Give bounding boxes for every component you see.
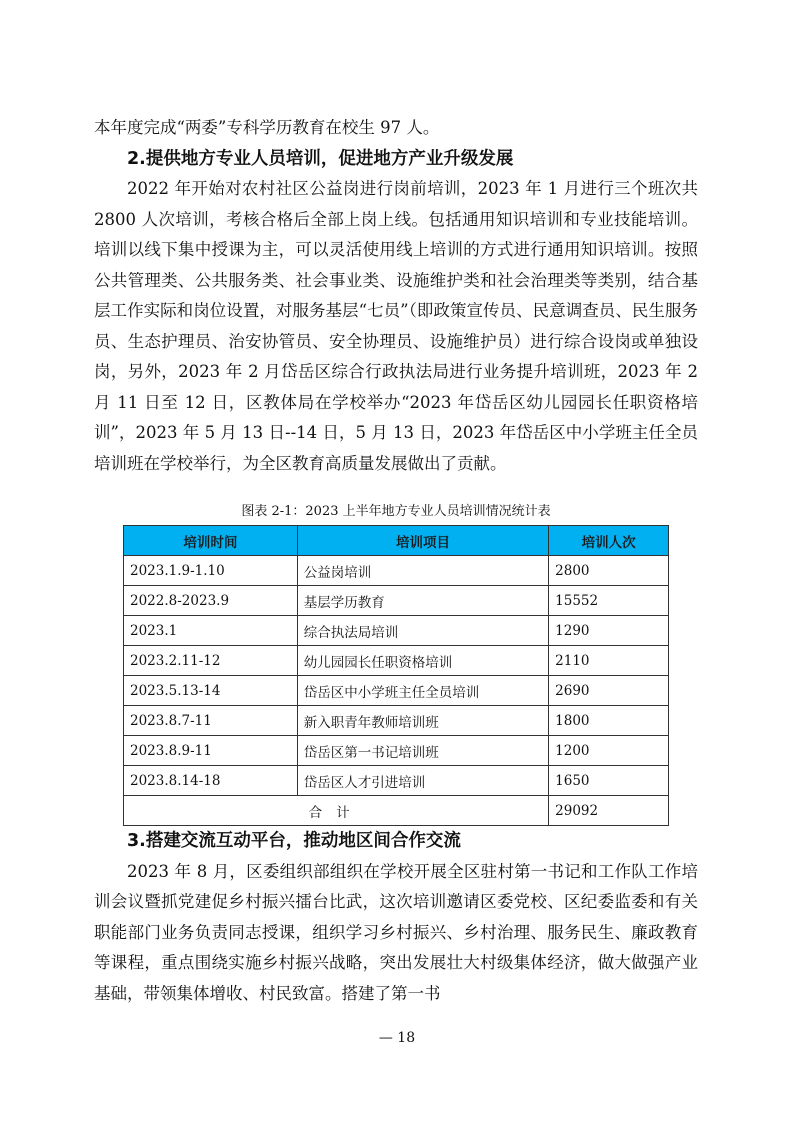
- cell-count: 2800: [549, 556, 669, 586]
- page-number: — 18: [378, 1030, 416, 1046]
- cell-count: 2110: [549, 646, 669, 676]
- total-label: 合计: [124, 796, 549, 826]
- table-row: [124, 736, 669, 766]
- cell-count: 1290: [549, 616, 669, 646]
- cell-count: 1650: [549, 766, 669, 796]
- cell-time: 2022.8-2023.9: [124, 586, 298, 616]
- cell-project: 基层学历教育: [297, 586, 548, 616]
- section-3-paragraph: 2023 年 8 月，区委组织部组织在学校开展全区驻村第一书记和工作队工作培训会议暨抓党建促乡村振兴擂台比武，这次培训邀请区委党校、区纪委监委和有关职能部门业务负责同志授课，组织学习乡村振兴、乡村治理、服务民生、廉政教育等课程，重点围绕实施乡村振兴战略，突出发展壮大村级集体经济，做大做强产业基础，带领集体增收、村民致富。搭建了第一书: [94, 861, 698, 1003]
- cell-count: 1800: [549, 706, 669, 736]
- table-caption: 图表 2-1：2023 上半年地方专业人员培训情况统计表: [241, 504, 551, 519]
- section-3-heading: 3.搭建交流互动平台，推动地区间合作交流: [127, 831, 461, 851]
- header-training-time: 培训时间: [124, 526, 298, 556]
- top-paragraph: 本年度完成“两委”专科学历教育在校生 97 人。: [94, 118, 440, 137]
- header-training-count: 培训人次: [549, 526, 669, 556]
- table-header-row: [124, 526, 669, 556]
- cell-count: 15552: [549, 586, 669, 616]
- cell-time: 2023.8.14-18: [124, 766, 298, 796]
- section-2-paragraph: 2022 年开始对农村社区公益岗进行岗前培训，2023 年 1 月进行三个班次共 2800 人次培训，考核合格后全部上岗上线。包括通用知识培训和专业技能培训。培训以线下集中授课为主，可以灵活使用线上培训的方式进行通用知识培训。按照公共管理类、公共服务类、社会事业类、设施维护类和社会治理类等类别，结合基层工作实际和岗位设置，对服务基层“七员”（即政策宣传员、民意调查员、民生服务员、生态护理员、治安协管员、安全协理员、设施维护员）进行综合设岗或单独设岗，另外，2023 年 2 月岱岳区综合行政执法局进行业务提升培训班，2023 年 2 月 11 日至 12 日，区教体局在学校举办“2023 年岱岳区幼儿园园长任职资格培训”，2023 年 5 月 13 日--14 日，5 月 13 日，2023 年岱岳区中小学班主任全员培训班在学校举行，为全区教育高质量发展做出了贡献。: [94, 179, 698, 473]
- cell-project: 综合执法局培训: [297, 616, 548, 646]
- cell-project: 岱岳区人才引进培训: [297, 766, 548, 796]
- section-2-heading: 2.提供地方专业人员培训，促进地方产业升级发展: [127, 148, 514, 169]
- upper-text-block: [94, 113, 698, 479]
- cell-project: 岱岳区中小学班主任全员培训: [297, 676, 548, 706]
- cell-count: 1200: [549, 736, 669, 766]
- cell-project: 幼儿园园长任职资格培训: [297, 646, 548, 676]
- lower-text-block: [94, 826, 698, 1009]
- table-row: [124, 706, 669, 736]
- table-row: [124, 616, 669, 646]
- cell-time: 2023.2.11-12: [124, 646, 298, 676]
- table-row: [124, 556, 669, 586]
- cell-time: 2023.8.7-11: [124, 706, 298, 736]
- cell-project: 公益岗培训: [297, 556, 548, 586]
- cell-time: 2023.1.9-1.10: [124, 556, 298, 586]
- table-row: [124, 676, 669, 706]
- header-training-project: 培训项目: [297, 526, 548, 556]
- cell-time: 2023.1: [124, 616, 298, 646]
- table-row: [124, 586, 669, 616]
- table-row: [124, 766, 669, 796]
- cell-time: 2023.8.9-11: [124, 736, 298, 766]
- cell-count: 2690: [549, 676, 669, 706]
- total-value: 29092: [549, 796, 669, 826]
- training-stats-table: [123, 525, 669, 826]
- cell-project: 新入职青年教师培训班: [297, 706, 548, 736]
- table-total-row: [124, 796, 669, 826]
- cell-time: 2023.5.13-14: [124, 676, 298, 706]
- cell-project: 岱岳区第一书记培训班: [297, 736, 548, 766]
- table-row: [124, 646, 669, 676]
